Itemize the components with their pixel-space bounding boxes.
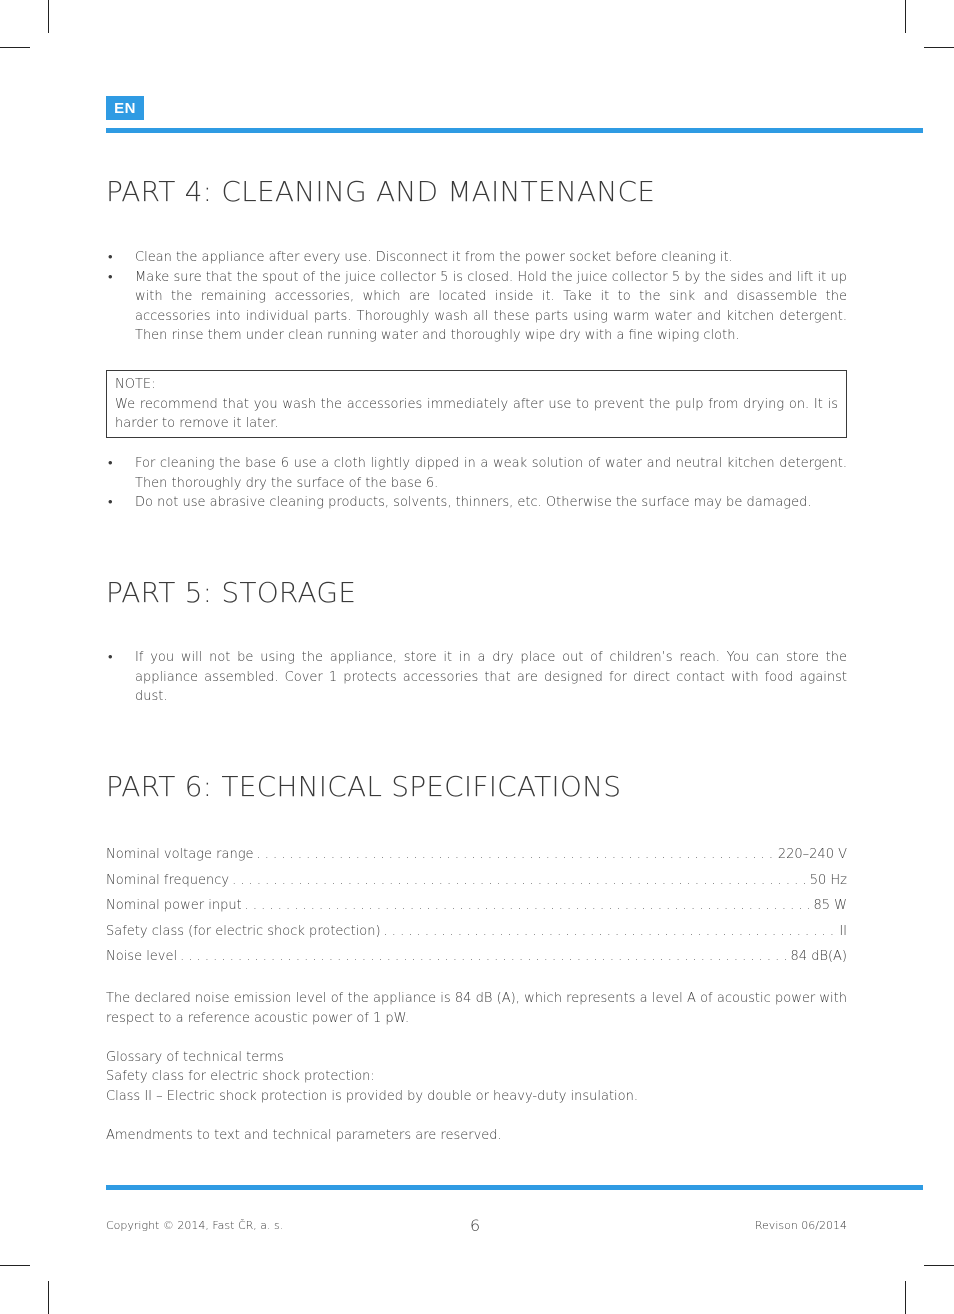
- crop-mark: [905, 0, 906, 33]
- crop-mark: [924, 47, 954, 48]
- language-badge: EN: [106, 96, 144, 120]
- spec-row: [106, 949, 847, 975]
- crop-mark: [924, 1265, 954, 1266]
- copyright-text: Copyright © 2014, Fast ČR, a. s.: [106, 1219, 284, 1232]
- spec-value: 50 Hz: [809, 872, 847, 888]
- list-item: • For cleaning the base 6 use a cloth lightly dipped in a weak solution of water and neutral kitchen detergent. Then thoroughly dry the surface of the base 6.: [106, 454, 847, 493]
- glossary-definition: Class II – Electric shock protection is provided by double or heavy-duty insulation.: [106, 1089, 638, 1104]
- leader-dots: [180, 949, 787, 964]
- note-label: NOTE:: [115, 377, 156, 392]
- spec-value: 220–240 V: [777, 847, 847, 862]
- list-item: • Make sure that the spout of the juice collector 5 is closed. Hold the juice collector 5 by the sides and lift it up with the remaining accessories, which are located inside it. Take it to the sink and disassemble the accessories into individual parts. Thoroughly wash all these parts using warm water and kitchen detergent. Then rinse them under clean running water and thoroughly wipe dry with a fine wiping cloth.: [106, 268, 847, 346]
- spec-label: Nominal frequency: [106, 872, 230, 888]
- spec-row: [106, 873, 847, 899]
- spec-row: [106, 898, 847, 924]
- crop-mark: [905, 1281, 906, 1314]
- spec-label: Noise level: [106, 949, 178, 964]
- spec-label: Nominal power input: [106, 898, 242, 913]
- spec-value: 84 dB(A): [790, 949, 847, 964]
- part4-title: PART 4: CLEANING AND MAINTENANCE: [106, 175, 656, 208]
- part4-bullet-list: [106, 248, 847, 346]
- spec-row: [106, 847, 847, 873]
- glossary-term: Safety class for electric shock protection:: [106, 1069, 375, 1084]
- list-item: • Do not use abrasive cleaning products, solvents, thinners, etc. Otherwise the surface may be damaged.: [106, 493, 847, 513]
- spec-label: Safety class (for electric shock protection): [106, 923, 381, 939]
- header-rule: [106, 128, 923, 133]
- note-box: [106, 370, 847, 438]
- spec-row: [106, 924, 847, 950]
- list-item: • If you will not be using the appliance, store it in a dry place out of children’s reach. You can store the appliance assembled. Cover 1 protects accessories that are designed for direct contact with food against dust.: [106, 648, 847, 707]
- revision-text: Revison 06/2014: [754, 1219, 847, 1232]
- glossary-title: Glossary of technical terms: [106, 1050, 284, 1065]
- spec-value: 85 W: [813, 898, 847, 913]
- part6-title: PART 6: TECHNICAL SPECIFICATIONS: [106, 770, 622, 803]
- part4-bullet-list-2: [106, 454, 847, 513]
- note-text: We recommend that you wash the accessories immediately after use to prevent the pulp from drying on. It is harder to remove it later.: [115, 396, 838, 431]
- amendments-note: Amendments to text and technical parameters are reserved.: [106, 1128, 502, 1143]
- spec-label: Nominal voltage range: [106, 847, 254, 862]
- spec-value: II: [839, 923, 847, 939]
- page-number: 6: [470, 1216, 481, 1235]
- leader-dots: [257, 847, 775, 862]
- leader-dots: [232, 873, 807, 888]
- crop-mark: [0, 47, 30, 48]
- footer-rule: [106, 1185, 923, 1190]
- spec-table: [106, 847, 847, 975]
- crop-mark: [0, 1265, 30, 1266]
- leader-dots: [384, 924, 837, 939]
- list-item: • Clean the appliance after every use. Disconnect it from the power socket before cleaning it.: [106, 248, 847, 268]
- part5-bullet-list: [106, 648, 847, 707]
- leader-dots: [245, 898, 811, 913]
- crop-mark: [48, 1281, 49, 1314]
- crop-mark: [48, 0, 49, 33]
- part5-title: PART 5: STORAGE: [106, 576, 357, 609]
- noise-statement: The declared noise emission level of the appliance is 84 dB (A), which represents a level A of acoustic power with respect to a reference acoustic power of 1 pW.: [106, 991, 847, 1026]
